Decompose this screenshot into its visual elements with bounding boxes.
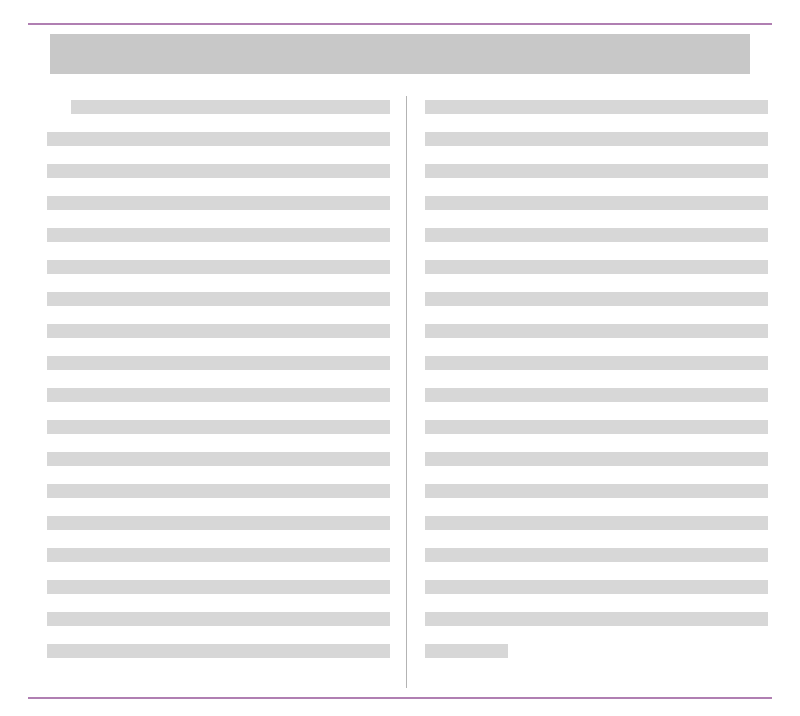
- text-line-placeholder: [47, 260, 390, 274]
- text-line-placeholder: [47, 548, 390, 562]
- text-line-placeholder: [425, 516, 768, 530]
- text-line-placeholder: [47, 132, 390, 146]
- top-rule: [28, 23, 772, 25]
- text-line-placeholder: [71, 100, 390, 114]
- text-line-placeholder: [425, 324, 768, 338]
- text-line-placeholder: [425, 452, 768, 466]
- text-line-placeholder: [425, 196, 768, 210]
- text-line-placeholder: [425, 644, 508, 658]
- text-line-placeholder: [425, 388, 768, 402]
- text-line-placeholder: [425, 228, 768, 242]
- headline-placeholder: [50, 34, 750, 74]
- text-line-placeholder: [425, 484, 768, 498]
- text-line-placeholder: [47, 164, 390, 178]
- text-line-placeholder: [425, 580, 768, 594]
- text-line-placeholder: [47, 452, 390, 466]
- text-line-placeholder: [47, 324, 390, 338]
- text-line-placeholder: [425, 420, 768, 434]
- text-line-placeholder: [425, 100, 768, 114]
- text-line-placeholder: [47, 420, 390, 434]
- left-article-column-placeholder: [47, 96, 390, 688]
- text-line-placeholder: [47, 388, 390, 402]
- text-line-placeholder: [47, 356, 390, 370]
- text-line-placeholder: [425, 164, 768, 178]
- bottom-rule: [28, 697, 772, 699]
- text-line-placeholder: [47, 612, 390, 626]
- text-line-placeholder: [47, 580, 390, 594]
- text-line-placeholder: [425, 548, 768, 562]
- text-line-placeholder: [47, 292, 390, 306]
- text-line-placeholder: [47, 228, 390, 242]
- text-line-placeholder: [425, 260, 768, 274]
- right-article-column-placeholder: [425, 96, 768, 688]
- text-line-placeholder: [425, 292, 768, 306]
- text-line-placeholder: [47, 644, 390, 658]
- text-line-placeholder: [47, 484, 390, 498]
- text-line-placeholder: [47, 516, 390, 530]
- column-divider: [406, 96, 407, 688]
- text-line-placeholder: [47, 196, 390, 210]
- text-line-placeholder: [425, 612, 768, 626]
- text-line-placeholder: [425, 132, 768, 146]
- text-line-placeholder: [425, 356, 768, 370]
